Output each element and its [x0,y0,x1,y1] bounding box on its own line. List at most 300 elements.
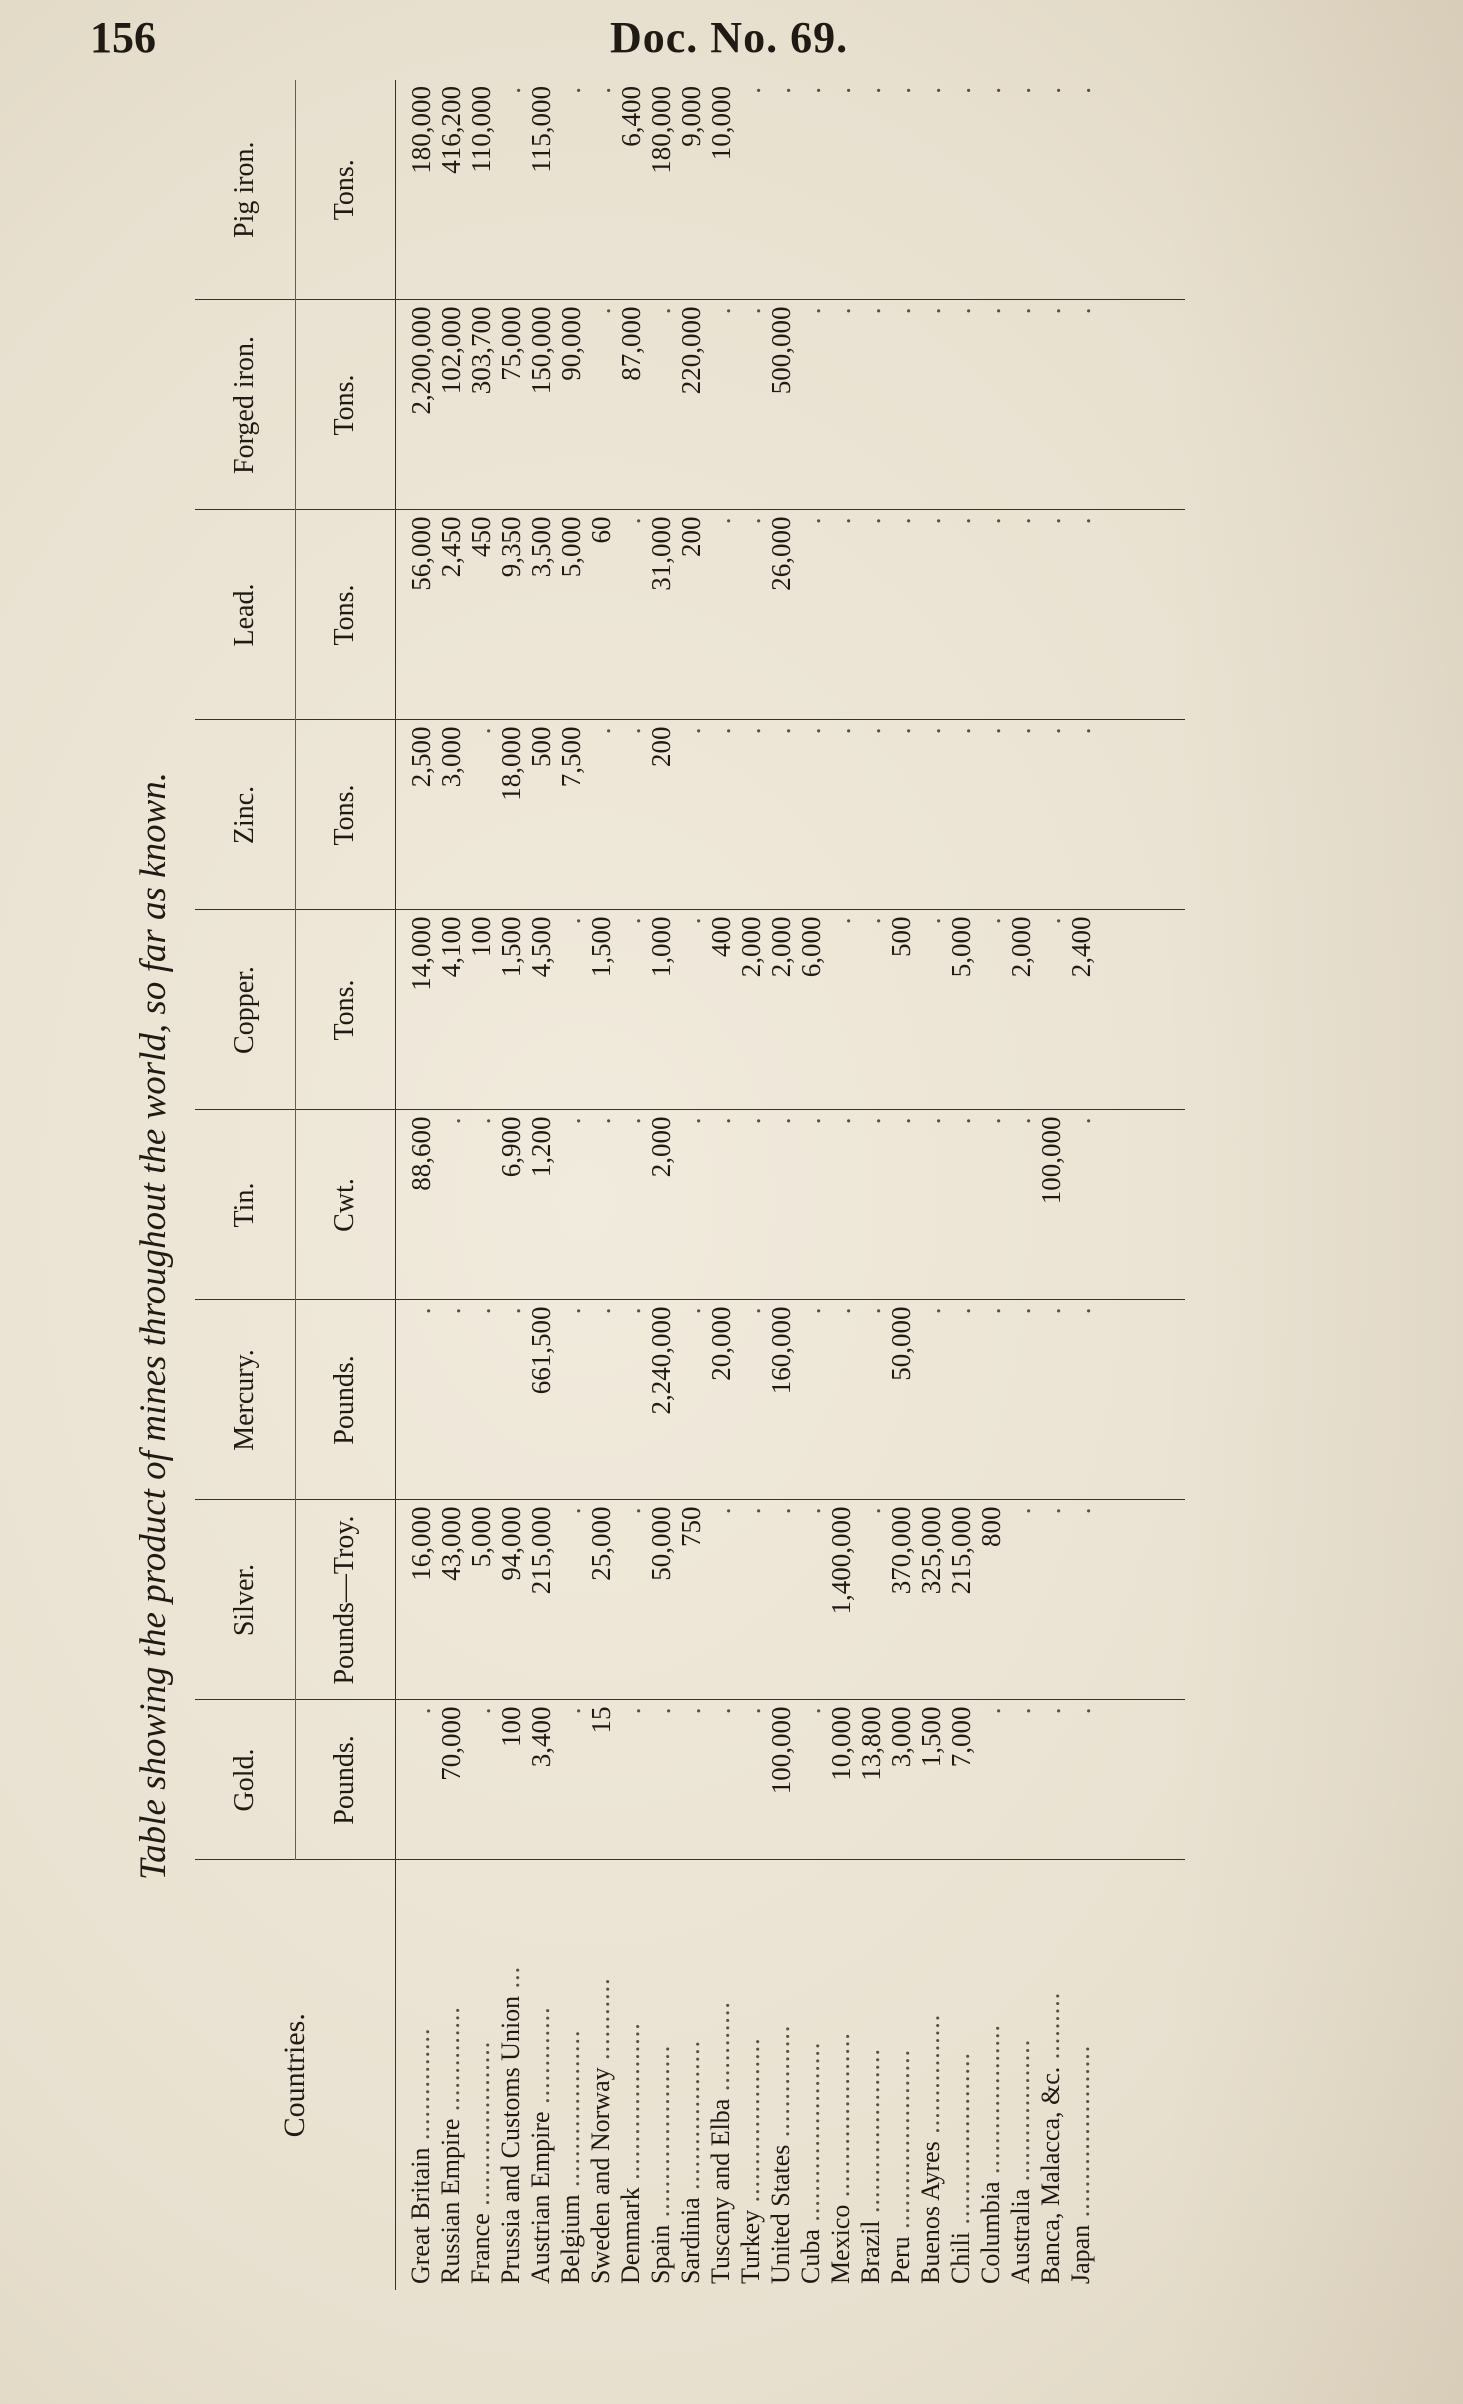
table-cell [796,1307,826,1500]
empty-cell-dots: . [885,306,916,315]
empty-cell-dots: . [1065,306,1096,315]
empty-cell-dots: . [975,1306,1006,1315]
table-cell: 25,000 [585,1506,616,1581]
table-cell: 5,000 [465,1506,496,1568]
empty-cell-dots: . [495,1306,526,1315]
show-through-shadow [1163,0,1463,2404]
country-name [1006,1861,1036,2285]
empty-cell-dots: . [615,1506,646,1515]
table-cell [826,517,856,720]
empty-cell-dots: . [825,726,856,735]
table-cell [736,1707,766,1860]
table-cell [436,1307,466,1500]
table-cell: 180,000 [405,86,436,174]
table-cell [466,1707,496,1860]
table-cell [766,86,796,300]
empty-cell-dots: . [705,1506,736,1515]
table-cell [886,727,916,910]
country-name [436,1861,466,2285]
empty-cell-dots: . [645,1706,676,1715]
country-name [496,1861,526,2285]
table-cell [706,307,736,510]
empty-cell-dots: . [555,1116,586,1125]
empty-cell-dots: . [885,86,916,94]
empty-cell-dots: . [1035,516,1066,525]
table-cell [976,1707,1006,1860]
empty-cell-dots: . [795,1506,826,1515]
table-cell: 2,000 [765,916,796,978]
table-cell [496,1307,526,1500]
table-cell [1036,307,1066,510]
empty-cell-dots: . [1005,86,1036,94]
country-name [706,1861,736,2285]
table-cell [586,1117,616,1300]
table-cell [946,1117,976,1300]
table-cell [766,727,796,910]
table-cell: 1,500 [585,916,616,978]
table-cell: 1,500 [495,916,526,978]
table-cell [1066,86,1096,300]
table-cell [1006,1707,1036,1860]
empty-cell-dots: . [615,1116,646,1125]
empty-cell-dots: . [945,516,976,525]
empty-cell-dots: . [465,726,496,735]
table-cell [916,727,946,910]
country-name [856,1861,886,2285]
table-cell [676,1707,706,1860]
country-name [766,1861,796,2285]
empty-cell-dots: . [675,916,706,925]
table-cell: 6,900 [495,1116,526,1178]
table-cell [886,86,916,300]
table-cell: 303,700 [465,306,496,395]
column-header-pig-iron: Pig iron. [195,80,295,300]
table-cell [856,727,886,910]
table-cell: 5,000 [945,916,976,978]
table-cell [556,1307,586,1500]
empty-cell-dots: . [855,1506,886,1515]
table-cell: 50,000 [885,1306,916,1381]
empty-cell-dots: . [1035,1506,1066,1515]
unit-silver: Pounds—Troy. [295,1500,395,1700]
table-cell: 9,000 [675,86,706,147]
page-header [90,12,1390,72]
empty-cell-dots: . [735,1506,766,1515]
empty-cell-dots: . [555,1706,586,1715]
empty-cell-dots: . [855,916,886,925]
column-header-zinc: Zinc. [195,720,295,910]
empty-cell-dots: . [1065,1306,1096,1315]
empty-cell-dots: . [945,1116,976,1125]
table-cell [616,727,646,910]
table-cell [676,727,706,910]
country-name [616,1861,646,2285]
table-cell [1006,307,1036,510]
empty-cell-dots: . [1035,86,1066,94]
table-cell [1006,727,1036,910]
leader-dots: ....................... [645,2044,675,2225]
table-cell [406,1307,436,1500]
table-cell [466,1307,496,1500]
empty-cell-dots: . [915,516,946,525]
table-cell [1036,1307,1066,1500]
table-cell: 75,000 [495,306,526,381]
forged-iron-column [395,300,1185,510]
country-label: Great Britain [405,2147,435,2284]
empty-cell-dots: . [615,916,646,925]
empty-cell-dots: . [975,86,1006,94]
empty-cell-dots: . [495,86,526,94]
table-cell [706,1707,736,1860]
table-cell [976,1117,1006,1300]
table-cell [856,307,886,510]
column-header-gold: Gold. [195,1700,295,1860]
empty-cell-dots: . [585,726,616,735]
empty-cell-dots: . [585,86,616,94]
country-name [886,1861,916,2285]
table-cell: 60 [585,516,616,544]
leader-dots: ..................... [555,2029,585,2195]
table-cell [1036,517,1066,720]
unit-pig-iron: Tons. [295,80,395,300]
empty-cell-dots: . [765,1506,796,1515]
table-cell [616,517,646,720]
empty-cell-dots: . [735,1306,766,1315]
table-cell: 1,200 [525,1116,556,1178]
table-cell [556,86,586,300]
table-cell [1066,307,1096,510]
leader-dots: ............. [525,2006,555,2112]
table-cell [946,727,976,910]
table-cell: 3,000 [885,1706,916,1768]
countries-column [395,1860,1185,2290]
table-cell: 70,000 [435,1706,466,1781]
table-cell [736,1117,766,1300]
empty-cell-dots: . [705,516,736,525]
unit-tin: Cwt. [295,1110,395,1300]
leader-dots: ........................ [795,2041,825,2230]
zinc-column [395,720,1185,910]
empty-cell-dots: . [855,306,886,315]
table-cell [856,86,886,300]
table-cell: 26,000 [765,516,796,591]
empty-cell-dots: . [825,306,856,315]
leader-dots: .................... [675,2039,705,2198]
table-cell: 18,000 [495,726,526,801]
table-cell [1066,1307,1096,1500]
table-cell [1006,1117,1036,1300]
table-cell: 2,000 [645,1116,676,1178]
empty-cell-dots: . [795,516,826,525]
empty-cell-dots: . [855,1116,886,1125]
table-cell [556,1507,586,1700]
table-cell: 150,000 [525,306,556,395]
table-cell [736,517,766,720]
table-cell [646,307,676,510]
empty-cell-dots: . [855,516,886,525]
table-body [395,80,1185,2290]
country-name [976,1861,1006,2285]
empty-cell-dots: . [945,726,976,735]
table-cell: 200 [675,516,706,557]
empty-cell-dots: . [705,1116,736,1125]
table-cell [1036,727,1066,910]
table-cell [616,1117,646,1300]
leader-dots: ........... [585,1977,615,2068]
table-cell [946,1307,976,1500]
empty-cell-dots: . [405,1706,436,1715]
table-cell [586,307,616,510]
table-cell: 90,000 [555,306,586,381]
table-cell: 110,000 [465,86,496,173]
country-name [796,1861,826,2285]
empty-cell-dots: . [555,86,586,94]
empty-cell-dots: . [585,306,616,315]
table-cell: 500 [525,726,556,767]
empty-cell-dots: . [1065,1506,1096,1515]
empty-cell-dots: . [555,1306,586,1315]
table-cell [826,727,856,910]
table-cell: 7,000 [945,1706,976,1768]
empty-cell-dots: . [885,726,916,735]
table-cell: 94,000 [495,1506,526,1581]
table-cell: 450 [465,516,496,557]
table-cell: 370,000 [885,1506,916,1595]
country-label: Peru [885,2236,915,2284]
empty-cell-dots: . [915,726,946,735]
empty-cell-dots: . [885,516,916,525]
pig-iron-column [395,80,1185,300]
leader-dots: ... [495,1965,525,1996]
country-label: Tuscany and Elba [705,2098,735,2284]
empty-cell-dots: . [555,1506,586,1515]
table-cell [406,1707,436,1860]
country-label: Prussia and Customs Union [495,1995,525,2284]
table-cell [1066,1707,1096,1860]
leader-dots: ................ [915,2013,945,2142]
leader-dots: ....................... [1065,2044,1095,2225]
empty-cell-dots: . [825,916,856,925]
empty-cell-dots: . [855,1306,886,1315]
leader-dots: ...................... [825,2032,855,2205]
table-cell [736,727,766,910]
country-label: Mexico [825,2204,855,2284]
table-cell [796,517,826,720]
table-cell [496,86,526,300]
empty-cell-dots: . [1005,1706,1036,1715]
empty-cell-dots: . [825,1116,856,1125]
unit-gold: Pounds. [295,1700,395,1860]
country-name [646,1861,676,2285]
table-cell [676,1117,706,1300]
empty-cell-dots: . [825,516,856,525]
unit-zinc: Tons. [295,720,395,910]
table-cell [1006,1507,1036,1700]
page-number: 156 [90,13,156,62]
table-cell [1006,517,1036,720]
table-cell [556,1707,586,1860]
empty-cell-dots: . [1065,516,1096,525]
table-cell [946,517,976,720]
table-cell [1066,727,1096,910]
table-cell [796,86,826,300]
country-name [466,1861,496,2285]
empty-cell-dots: . [795,1116,826,1125]
table-cell: 9,350 [495,516,526,578]
table-cell [976,727,1006,910]
table-cell [1036,86,1066,300]
leader-dots: ........................ [885,2048,915,2237]
country-name [826,1861,856,2285]
silver-column [395,1500,1185,1700]
empty-cell-dots: . [765,1116,796,1125]
empty-cell-dots: . [585,1306,616,1315]
table-cell [826,86,856,300]
empty-cell-dots: . [1065,1116,1096,1125]
country-label: France [465,2213,495,2284]
table-cell: 200 [645,726,676,767]
table-cell [736,1307,766,1500]
table-cell [586,727,616,910]
mercury-column [395,1300,1185,1500]
table-cell: 14,000 [405,916,436,991]
table-cell [916,517,946,720]
table-cell [586,1307,616,1500]
table-cell: 43,000 [435,1506,466,1581]
table-caption: Table showing the product of mines throughout the world, so far as known. [133,772,174,1880]
empty-cell-dots: . [975,516,1006,525]
country-name [676,1861,706,2285]
table-cell: 5,000 [555,516,586,578]
table-cell: 50,000 [645,1506,676,1581]
empty-cell-dots: . [705,726,736,735]
country-label: Columbia [975,2181,1005,2284]
country-label: Chili [945,2231,975,2284]
table-cell [796,1707,826,1860]
table-cell: 31,000 [645,516,676,591]
empty-cell-dots: . [1035,1706,1066,1715]
table-cell [796,1507,826,1700]
empty-cell-dots: . [615,1306,646,1315]
table-cell [586,86,616,300]
table-cell [706,517,736,720]
table-cell: 3,400 [525,1706,556,1768]
leader-dots: ...................... [735,2037,765,2210]
table-cell [556,917,586,1110]
table-cell [466,1117,496,1300]
table-cell: 102,000 [435,306,466,395]
table-cell [1066,1507,1096,1700]
table-cell [1066,1117,1096,1300]
mines-product-table [195,80,1185,2290]
table-cell: 6,000 [795,916,826,978]
table-cell: 500,000 [765,306,796,395]
empty-cell-dots: . [615,726,646,735]
table-cell [556,1117,586,1300]
table-cell: 661,500 [525,1306,556,1395]
empty-cell-dots: . [1035,1306,1066,1315]
leader-dots: ...................... [465,2040,495,2214]
table-cell [886,517,916,720]
country-label: Japan [1065,2224,1095,2284]
empty-cell-dots: . [735,1116,766,1125]
empty-cell-dots: . [465,1116,496,1125]
table-cell: 215,000 [525,1506,556,1595]
table-cell [976,517,1006,720]
unit-mercury: Pounds. [295,1300,395,1500]
table-cell [796,1117,826,1300]
country-label: Austrian Empire [525,2111,555,2284]
table-cell [706,727,736,910]
table-cell: 160,000 [765,1306,796,1395]
table-cell [1006,1307,1036,1500]
empty-cell-dots: . [615,1706,646,1715]
empty-cell-dots: . [465,1706,496,1715]
table-cell: 1,000 [645,916,676,978]
column-header-lead: Lead. [195,510,295,720]
column-header-silver: Silver. [195,1500,295,1700]
leader-dots: ............... [405,2027,435,2148]
column-header-mercury: Mercury. [195,1300,295,1500]
country-label: Turkey [735,2209,765,2284]
table-cell [676,1307,706,1500]
country-label: Russian Empire [435,2118,465,2284]
leader-dots: .................... [975,2023,1005,2182]
table-cell [856,1507,886,1700]
empty-cell-dots: . [435,1306,466,1315]
table-cell [886,307,916,510]
table-cell: 500 [885,916,916,957]
table-cell [916,1117,946,1300]
table-cell [1036,1707,1066,1860]
empty-cell-dots: . [465,1306,496,1315]
table-cell [916,307,946,510]
table-cell [706,1117,736,1300]
empty-cell-dots: . [735,86,766,94]
country-label: Belgium [555,2194,585,2284]
country-label: Buenos Ayres [915,2141,945,2284]
empty-cell-dots: . [675,1706,706,1715]
empty-cell-dots: . [765,726,796,735]
country-name [946,1861,976,2285]
leader-dots: ......... [1035,1991,1065,2067]
table-cell [796,727,826,910]
table-cell: 180,000 [645,86,676,174]
table-cell: 2,000 [1005,916,1036,978]
leader-dots: ....................... [945,2051,975,2232]
table-cell [736,86,766,300]
table-cell: 215,000 [945,1506,976,1595]
empty-cell-dots: . [705,306,736,315]
empty-cell-dots: . [1065,1706,1096,1715]
unit-lead: Tons. [295,510,395,720]
empty-cell-dots: . [945,306,976,315]
empty-cell-dots: . [675,1306,706,1315]
table-cell [766,1507,796,1700]
table-cell: 56,000 [405,516,436,591]
table-cell [1036,1507,1066,1700]
unit-copper: Tons. [295,910,395,1110]
empty-cell-dots: . [765,86,796,94]
empty-cell-dots: . [555,916,586,925]
table-cell [856,917,886,1110]
table-cell [466,727,496,910]
empty-cell-dots: . [675,1116,706,1125]
empty-cell-dots: . [825,86,856,94]
table-cell: 115,000 [525,86,556,173]
table-cell [886,1117,916,1300]
country-label: Banca, Malacca, &c. [1035,2066,1065,2284]
